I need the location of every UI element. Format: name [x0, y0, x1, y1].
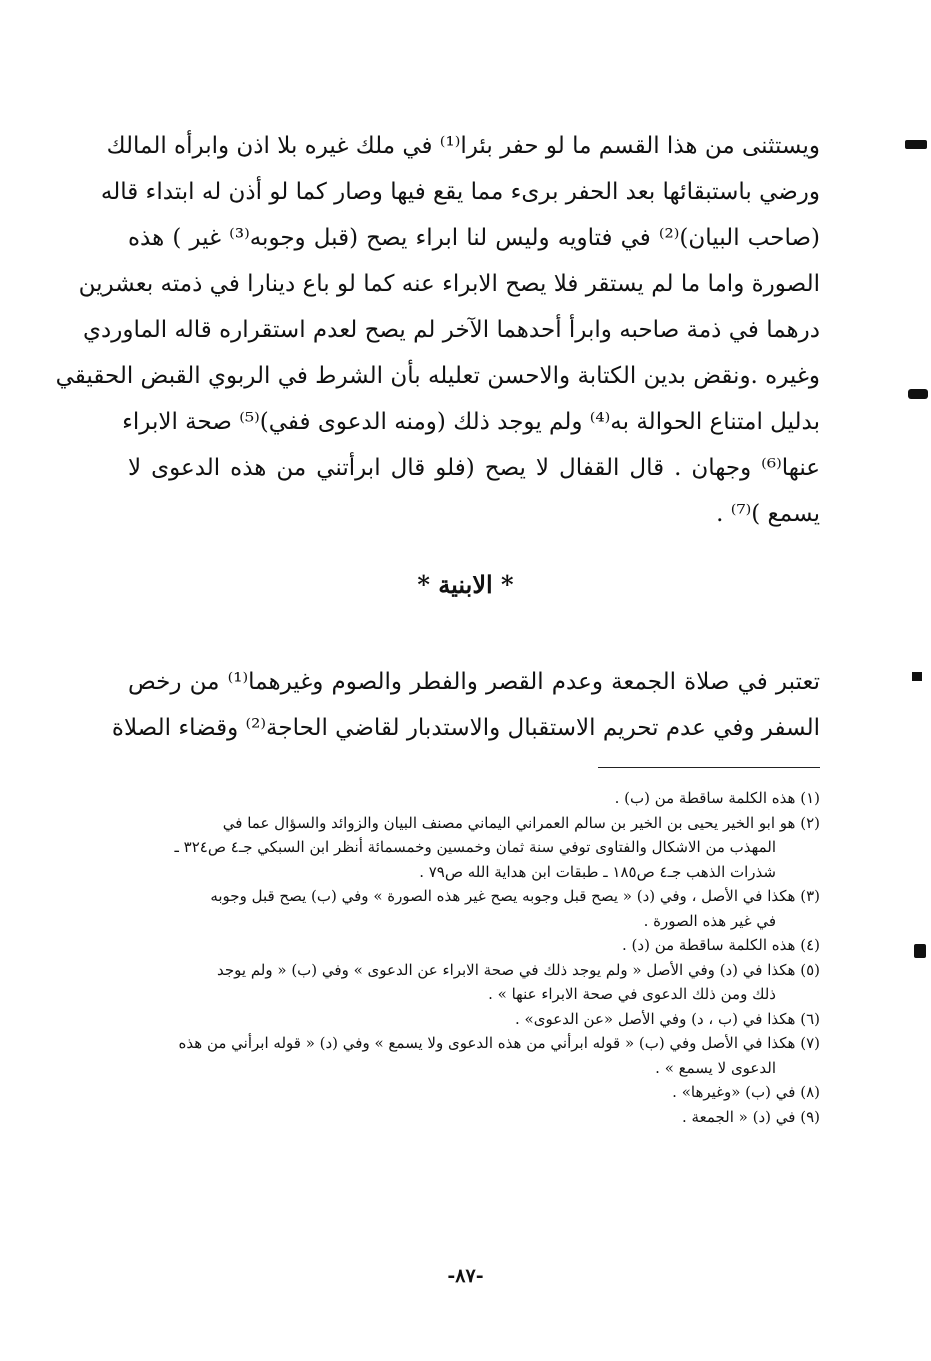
text-line: ورضي باستبقائها بعد الحفر برىء مما يقع فيها وصار كما لو أذن له ابتداء قاله — [100, 179, 820, 205]
footnote-1 — [128, 786, 820, 811]
footnote-6 — [128, 1007, 820, 1032]
scan-edge-mark — [912, 672, 922, 681]
text-line: ويستثنى من هذا القسم ما لو حفر بئرا⁽¹⁾ في ملك غيره بلا اذن وابرأه المالك — [106, 133, 820, 159]
section-heading: * الابنية * — [417, 570, 514, 599]
footnote-line: في غير هذه الصورة . — [643, 911, 776, 930]
footnote-line: الدعوى لا يسمع » . — [655, 1058, 776, 1077]
text-line: عنها⁽⁶⁾ وجهان . قال القفال لا يصح (فلو قال ابرأتني من هذه الدعوى لا — [128, 455, 820, 481]
footnotes — [128, 786, 820, 1129]
footnote-line: شذرات الذهب جـ٤ ص١٨٥ ـ طبقات ابن هداية الله ص٧٩ . — [419, 862, 776, 881]
text-line: يسمع )⁽⁷⁾ . — [716, 501, 820, 527]
footnote-2 — [128, 811, 820, 885]
text-line: بدليل امتناع الحوالة به⁽⁴⁾ ولم يوجد ذلك (ومنه الدعوى ففي)⁽⁵⁾ صحة الابراء — [122, 409, 820, 435]
footnote-line: (٨) في (ب) «وغيرها» . — [672, 1083, 820, 1101]
footnote-line: (٩) في (د) « الجمعة . — [682, 1107, 820, 1126]
footnote-line: (٤) هذه الكلمة ساقطة من (د) . — [622, 936, 820, 954]
footnote-line: (٦) هكذا في (ب ، د) وفي الأصل «عن الدعوى» . — [515, 1009, 820, 1028]
scan-edge-mark — [905, 140, 927, 149]
footnote-separator — [598, 767, 820, 768]
text-line: وغيره .ونقض بدين الكتابة والاحسن تعليله بأن الشرط في الربوي القبض الحقيقي — [55, 363, 820, 389]
text-line: (صاحب البيان)⁽²⁾ في فتاويه وليس لنا ابراء يصح (قبل وجوبه⁽³⁾ غير ) هذه — [128, 225, 820, 251]
footnote-line: (٥) هكذا في (د) وفي الأصل « ولم يوجد ذلك في صحة الابراء عن الدعوى » وفي (ب) « ولم يوجد — [216, 960, 820, 979]
body-paragraph-1 — [55, 123, 820, 537]
text-line: درهما في ذمة صاحبه وابرأ أحدهما الآخر لم يصح لعدم استقراره قاله الماوردي — [82, 317, 820, 343]
footnote-9 — [128, 1105, 820, 1130]
footnote-line: (٣) هكذا في الأصل ، وفي (د) « يصح قبل وجوبه يصح غير هذه الصورة » وفي (ب) يصح قبل وجوبه — [210, 887, 820, 905]
scan-edge-mark — [908, 389, 928, 399]
scan-edge-mark — [914, 944, 926, 958]
footnote-line: (٧) هكذا في الأصل وفي (ب) « قوله ابرأني من هذه الدعوى ولا يسمع » وفي (د) « قوله ابرأني من هذه — [178, 1034, 820, 1052]
footnote-8 — [128, 1080, 820, 1105]
footnote-line: (١) هذه الكلمة ساقطة من (ب) . — [614, 789, 820, 807]
footnote-5 — [128, 958, 820, 1007]
footnote-line: ذلك ومن ذلك الدعوى في صحة الابراء عنها » . — [488, 985, 776, 1003]
footnote-line: (٢) هو ابو الخير يحيى بن الخير بن سالم العمراني اليماني مصنف البيان والزوائد والسؤال عما في — [222, 813, 820, 832]
text-line: السفر وفي عدم تحريم الاستقبال والاستدبار لقاضي الحاجة⁽²⁾ وقضاء الصلاة — [111, 715, 820, 741]
footnote-4 — [128, 933, 820, 958]
page-number: -٨٧- — [447, 1265, 484, 1287]
footnote-3 — [128, 884, 820, 933]
text-line: الصورة واما ما لم يستقر فلا يصح الابراء عنه كما لو باع دينارا في ذمته بعشرين — [78, 271, 820, 297]
footnote-7 — [128, 1031, 820, 1080]
footnote-line: المهذب من الاشكال والفتاوى توفي سنة ثمان وخمسين وخمسمائة أنظر ابن السبكي جـ٤ ص٣٢٤ ـ — [174, 838, 776, 856]
body-paragraph-2 — [111, 659, 820, 751]
text-line: تعتبر في صلاة الجمعة وعدم القصر والفطر والصوم وغيرهما⁽¹⁾ من رخص — [128, 669, 820, 695]
